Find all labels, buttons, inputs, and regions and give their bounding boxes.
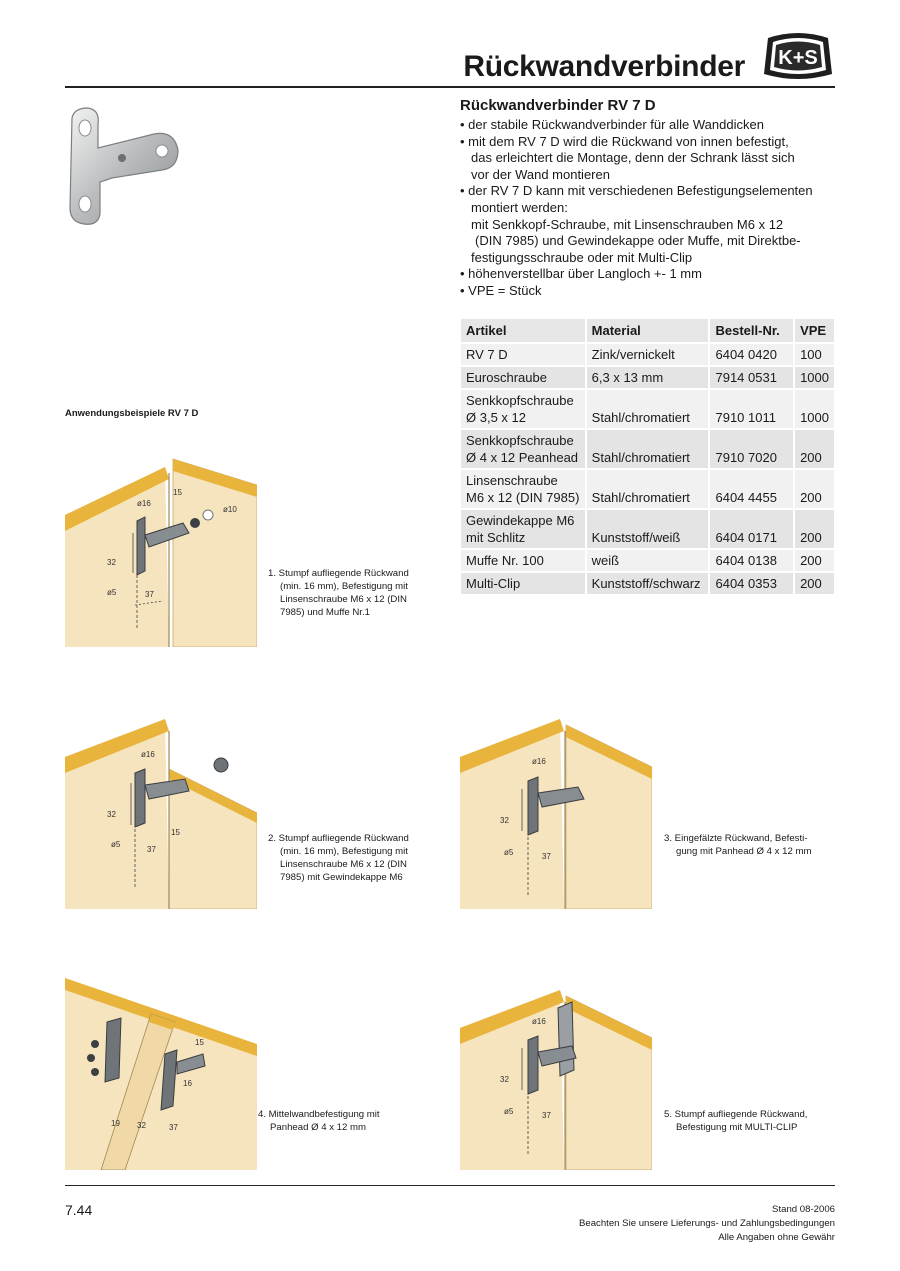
logo-text: K+S <box>778 47 818 69</box>
cell-vpe: 200 <box>795 508 834 548</box>
dim-label: 37 <box>145 590 154 599</box>
footer-notes <box>579 1203 835 1245</box>
dim-label: 37 <box>542 852 551 861</box>
cell-vpe: 1000 <box>795 365 834 388</box>
table-row <box>461 428 834 468</box>
dim-label: 15 <box>173 488 182 497</box>
dim-label: 32 <box>137 1121 146 1130</box>
table-row <box>461 365 834 388</box>
header-rule <box>65 86 835 88</box>
table-header-row <box>461 319 834 342</box>
bullet-2-cont: das erleichtert die Montage, denn der Schrank lässt sich <box>471 150 795 166</box>
col-header-bestellnr: Bestell-Nr. <box>710 319 795 342</box>
cell-artikel: Gewindekappe M6 mit Schlitz <box>461 508 587 548</box>
cell-vpe: 200 <box>795 571 834 594</box>
table-row <box>461 548 834 571</box>
table-row <box>461 388 834 428</box>
cell-bestellnr: 7910 1011 <box>710 388 795 428</box>
col-header-vpe: VPE <box>795 319 834 342</box>
dim-label: ø16 <box>137 499 151 508</box>
example-caption-4: 4. Mittelwandbefestigung mit Panhead Ø 4 x 12 mm <box>258 1109 380 1133</box>
dim-label: ø16 <box>532 757 546 766</box>
cell-vpe: 1000 <box>795 388 834 428</box>
table-row <box>461 571 834 594</box>
example-figure-2 <box>65 717 257 909</box>
bullet-5: • VPE = Stück <box>460 283 840 300</box>
dim-label: 37 <box>147 845 156 854</box>
cell-material: 6,3 x 13 mm <box>587 365 711 388</box>
example-figure-3 <box>460 717 652 909</box>
example-caption-3: 3. Eingefälzte Rückwand, Befesti- gung mit Panhead Ø 4 x 12 mm <box>664 833 812 857</box>
footer-date: Stand 08-2006 <box>772 1204 835 1215</box>
page-number: 7.44 <box>65 1202 93 1218</box>
cell-material: Kunststoff/weiß <box>587 508 711 548</box>
page-title: Rückwandverbinder <box>463 50 745 83</box>
cell-artikel: Euroschraube <box>461 365 587 388</box>
example-figure-4 <box>65 978 257 1170</box>
cell-material: Zink/vernickelt <box>587 342 711 365</box>
dim-label: ø5 <box>111 840 121 849</box>
cell-bestellnr: 7910 7020 <box>710 428 795 468</box>
cell-material: Stahl/chromatiert <box>587 468 711 508</box>
example-caption-5: 5. Stumpf aufliegende Rückwand, Befestigung mit MULTI-CLIP <box>664 1109 808 1133</box>
cell-material: Kunststoff/schwarz <box>587 571 711 594</box>
ks-logo <box>760 30 836 82</box>
bullet-3: • der RV 7 D kann mit verschiedenen Befestigungselementen <box>460 183 840 200</box>
dim-label: ø5 <box>504 848 514 857</box>
cell-artikel: Senkkopfschraube Ø 4 x 12 Peanhead <box>461 428 587 468</box>
cell-artikel: Senkkopfschraube Ø 3,5 x 12 <box>461 388 587 428</box>
cell-bestellnr: 6404 0171 <box>710 508 795 548</box>
cell-bestellnr: 6404 0353 <box>710 571 795 594</box>
dim-label: 37 <box>169 1123 178 1132</box>
bullet-1: • der stabile Rückwandverbinder für alle Wanddicken <box>460 117 840 134</box>
cell-material: weiß <box>587 548 711 571</box>
dim-label: 15 <box>195 1038 204 1047</box>
example-caption-1: 1. Stumpf aufliegende Rückwand (min. 16 mm), Befestigung mit Linsenschraube M6 x 12 (DIN 7985) und Muffe Nr.1 <box>268 568 409 618</box>
dim-label: ø5 <box>504 1107 514 1116</box>
example-figure-1 <box>65 455 257 647</box>
bullet-list <box>460 117 840 300</box>
table-row <box>461 468 834 508</box>
cell-bestellnr: 7914 0531 <box>710 365 795 388</box>
product-spec <box>460 97 840 300</box>
dim-label: ø16 <box>141 750 155 759</box>
cell-vpe: 200 <box>795 428 834 468</box>
bullet-2-cont: vor der Wand montieren <box>471 166 610 182</box>
cell-artikel: Linsenschraube M6 x 12 (DIN 7985) <box>461 468 587 508</box>
dim-label: 19 <box>111 1119 120 1128</box>
bullet-2: • mit dem RV 7 D wird die Rückwand von innen befestigt, <box>460 134 840 151</box>
examples-heading: Anwendungsbeispiele RV 7 D <box>65 408 199 419</box>
dim-label: 37 <box>542 1111 551 1120</box>
example-figure-5 <box>460 978 652 1170</box>
example-caption-2: 2. Stumpf aufliegende Rückwand (min. 16 mm), Befestigung mit Linsenschraube M6 x 12 (DIN 7985) mit Gewindekappe M6 <box>268 833 409 883</box>
dim-label: 32 <box>500 816 509 825</box>
bullet-3-cont: montiert werden: <box>471 199 568 215</box>
dim-label: 15 <box>171 828 180 837</box>
rv7d-bracket-photo <box>66 104 184 228</box>
cell-artikel: Multi-Clip <box>461 571 587 594</box>
cell-material: Stahl/chromatiert <box>587 388 711 428</box>
dim-label: 32 <box>107 558 116 567</box>
cell-vpe: 100 <box>795 342 834 365</box>
dim-label: ø5 <box>107 588 117 597</box>
cell-bestellnr: 6404 4455 <box>710 468 795 508</box>
table-row <box>461 342 834 365</box>
bullet-3-cont: festigungsschraube oder mit Multi-Clip <box>471 249 693 265</box>
footer-rule <box>65 1185 835 1186</box>
cell-material: Stahl/chromatiert <box>587 428 711 468</box>
cell-vpe: 200 <box>795 548 834 571</box>
cell-artikel: Muffe Nr. 100 <box>461 548 587 571</box>
product-heading: Rückwandverbinder RV 7 D <box>460 97 656 114</box>
bullet-4: • höhenverstellbar über Langloch +- 1 mm <box>460 266 840 283</box>
cell-vpe: 200 <box>795 468 834 508</box>
cell-bestellnr: 6404 0138 <box>710 548 795 571</box>
parts-table <box>461 319 834 594</box>
col-header-artikel: Artikel <box>461 319 587 342</box>
dim-label: 32 <box>500 1075 509 1084</box>
dim-label: 16 <box>183 1079 192 1088</box>
dim-label: ø10 <box>223 505 237 514</box>
table-row <box>461 508 834 548</box>
bullet-3-cont: (DIN 7985) und Gewindekappe oder Muffe, mit Direktbe- <box>475 233 801 249</box>
col-header-material: Material <box>587 319 711 342</box>
cell-artikel: RV 7 D <box>461 342 587 365</box>
dim-label: 32 <box>107 810 116 819</box>
footer-disclaimer: Alle Angaben ohne Gewähr <box>718 1232 835 1243</box>
bullet-3-cont: mit Senkkopf-Schraube, mit Linsenschrauben M6 x 12 <box>471 216 784 232</box>
cell-bestellnr: 6404 0420 <box>710 342 795 365</box>
footer-terms: Beachten Sie unsere Lieferungs- und Zahlungsbedingungen <box>578 1218 835 1229</box>
dim-label: ø16 <box>532 1017 546 1026</box>
